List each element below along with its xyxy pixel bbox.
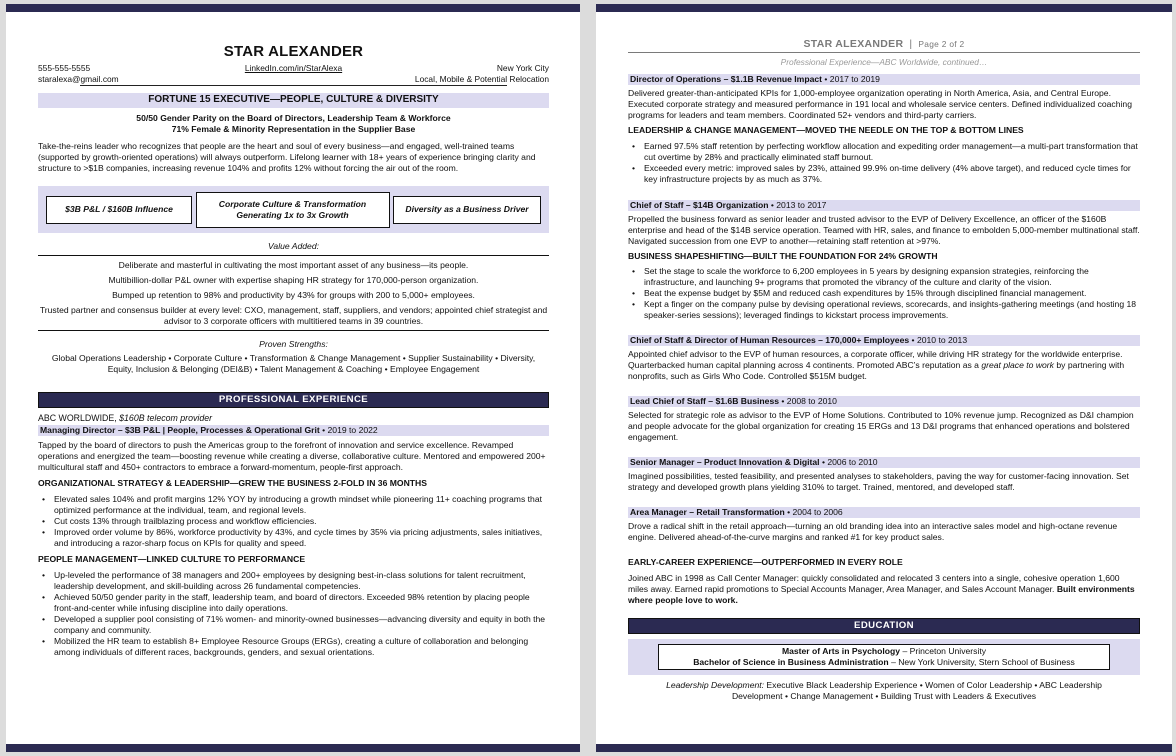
value-added-item: Deliberate and masterful in cultivating the most important asset of any business—its people. bbox=[118, 259, 469, 270]
role-years: • 2010 to 2013 bbox=[911, 335, 968, 346]
list-item: • Developed a supplier pool consisting of 71% women- and minority-owned businesses—advancing diversity and equity in both the company and community. bbox=[38, 614, 549, 636]
contact-right bbox=[415, 63, 549, 85]
role-years: • 2004 to 2006 bbox=[787, 507, 843, 518]
value-added-label: Value Added: bbox=[268, 240, 319, 251]
role-description: Propelled the business forward as senior leader and trusted advisor to the EVP of Delivery Excellence, an officer of the $160B enterprise and head of the $14B service operation. Teamed with HR, sales, and finance to embolden 5,000-member multinational staff. Navigated succession from one EVP to another—retaining staff retention at >97%. bbox=[628, 214, 1140, 247]
leadership-development-label: Leadership Development: bbox=[666, 680, 765, 691]
contact-block bbox=[38, 63, 549, 89]
list-item: • Kept a finger on the company pulse by devising operational reviews, scorecards, and insights-gathering meetings (and hosting 18 speaker-series sessions); leveraged findings to kickstart process improvements. bbox=[628, 299, 1140, 321]
divider bbox=[38, 255, 549, 256]
people-management-list bbox=[38, 570, 549, 658]
section-education: EDUCATION bbox=[628, 618, 1140, 634]
header-separator: | bbox=[909, 38, 913, 50]
role-title bbox=[38, 425, 549, 436]
tile-diversity: Diversity as a Business Driver bbox=[393, 196, 541, 224]
value-added-item: Trusted partner and consensus builder at every level: CXO, management, staff, suppliers, and vendors; appointed chief strategist and advisor to 3 corporate officers with multitiered teams in 39 countries. bbox=[39, 304, 548, 326]
list-item: • Beat the expense budget by $5M and reduced cash expenditures by 15% through disciplined financial management. bbox=[628, 288, 1140, 299]
leadership-heading: LEADERSHIP & CHANGE MANAGEMENT—MOVED THE NEEDLE ON THE TOP & BOTTOM LINES bbox=[628, 125, 1024, 136]
section-professional-experience: PROFESSIONAL EXPERIENCE bbox=[38, 392, 549, 408]
tile-culture: Corporate Culture & Transformation Generating 1x to 3x Growth bbox=[196, 192, 390, 228]
role-name: Managing Director – $3B P&L | People, Processes & Operational Grit bbox=[40, 424, 320, 435]
divider bbox=[38, 330, 549, 331]
degree-1 bbox=[659, 646, 1109, 657]
list-item: • Set the stage to scale the workforce to 6,200 employees in 5 years by designing expansion strategies, reinforcing the infrastructure, and launching 9+ programs that promoted the vibrancy of the culture and clarity of the vision. bbox=[628, 266, 1140, 288]
role-description bbox=[628, 349, 1140, 382]
company-name: ABC WORLDWIDE, bbox=[38, 413, 117, 424]
education-band bbox=[628, 639, 1140, 675]
continued-note: Professional Experience—ABC Worldwide, continued… bbox=[780, 57, 988, 68]
degree-2-school: – New York University, Stern School of Business bbox=[891, 657, 1075, 668]
role-description: Tapped by the board of directors to push the Americas group to the forefront of innovation and service excellence. Revamped operations and energized the team—boosting revenue while creating a diverse, collaborative culture. Mentored and empowered 200+ multicultural staff and 450+ contractors to embrace a forward-momentum, people-first approach. bbox=[38, 439, 546, 472]
phone: 555-555-5555 bbox=[38, 63, 91, 74]
leadership-development bbox=[628, 680, 1140, 702]
role-name: Area Manager – Retail Transformation bbox=[630, 507, 785, 518]
early-career-heading: EARLY-CAREER EXPERIENCE—OUTPERFORMED IN EVERY ROLE bbox=[628, 557, 903, 568]
email: staralexa@gmail.com bbox=[38, 73, 119, 84]
strengths-list: Global Operations Leadership • Corporate Culture • Transformation & Change Management • Supplier Sustainability • Diversity, Equity, Inclusion & Belonging (DEI&B) • Talent Management & Coaching • Employee Engagement bbox=[51, 352, 536, 374]
degree-1-name: Master of Arts in Psychology bbox=[781, 646, 901, 657]
role-title bbox=[628, 335, 1140, 346]
role-years: • 2019 to 2022 bbox=[322, 424, 378, 435]
header-name: STAR ALEXANDER bbox=[803, 38, 904, 50]
degree-2 bbox=[659, 657, 1109, 668]
resume-page-1 bbox=[6, 4, 580, 752]
hr-desc-part-2: by partnering with nonprofits, such as Girls Who Code. Controlled $515M budget. bbox=[628, 360, 1125, 382]
list-item: • Mobilized the HR team to establish 8+ Employee Resource Groups (ERGs), creating a culture of collaboration and belonging among individuals of different races, backgrounds, genders, and sexual orientations. bbox=[38, 636, 549, 658]
value-added-item: Bumped up retention to 98% and productivity by 43% for groups with 200 to 5,000+ employees. bbox=[112, 289, 475, 300]
list-item: • Achieved 50/50 gender parity in the staff, leadership team, and board of directors. Exceeded 98% retention by placing people front-and-center while infusing discipline into daily operations. bbox=[38, 592, 549, 614]
role-title bbox=[628, 200, 1140, 211]
role-name: Senior Manager – Product Innovation & Digital bbox=[630, 457, 820, 468]
role-name: Chief of Staff – $14B Organization bbox=[630, 200, 769, 211]
org-strategy-list bbox=[38, 494, 549, 549]
headline-band: FORTUNE 15 EXECUTIVE—PEOPLE, CULTURE & DIVERSITY bbox=[38, 93, 549, 108]
education-box bbox=[658, 644, 1110, 670]
role-years: • 2013 to 2017 bbox=[770, 200, 827, 211]
role-years: • 2006 to 2010 bbox=[821, 457, 878, 468]
page-header bbox=[628, 38, 1140, 51]
candidate-name: STAR ALEXANDER bbox=[223, 43, 364, 60]
role-years: • 2017 to 2019 bbox=[824, 74, 880, 85]
role-name: Director of Operations – $1.1B Revenue Impact bbox=[630, 74, 822, 85]
list-item: • Earned 97.5% staff retention by perfecting workflow allocation and expediting order management—a multi-part transformation that cut overtime by 28% and practically eliminated staff burnout. bbox=[628, 141, 1140, 163]
people-management-heading: PEOPLE MANAGEMENT—LINKED CULTURE TO PERFORMANCE bbox=[38, 553, 306, 564]
list-item: • Exceeded every metric: improved sales by 23%, attained 99.9% on-time delivery (4% above target), and reduced cycle times for key infrastructure projects by as much as 37%. bbox=[628, 163, 1140, 185]
list-item: • Up-leveled the performance of 38 managers and 200+ employees by designing best-in-class solutions for talent recruitment, leadership development, and skill-building across 26 fundamental competencies. bbox=[38, 570, 549, 592]
shapeshifting-heading: BUSINESS SHAPESHIFTING—BUILT THE FOUNDATION FOR 24% GROWTH bbox=[628, 251, 938, 262]
resume-page-2 bbox=[596, 4, 1172, 752]
linkedin-link[interactable]: LinkedIn.com/in/StarAlexa bbox=[244, 63, 343, 74]
company-description: $160B telecom provider bbox=[119, 413, 213, 424]
degree-2-name: Bachelor of Science in Business Administration bbox=[693, 657, 889, 668]
highlight-tiles bbox=[38, 186, 549, 233]
role-name: Chief of Staff & Director of Human Resources – 170,000+ Employees bbox=[630, 335, 910, 346]
hr-desc-italic: great place to work bbox=[981, 360, 1054, 371]
strengths-label: Proven Strengths: bbox=[259, 338, 328, 349]
role-name: Lead Chief of Staff – $1.6B Business bbox=[630, 396, 779, 407]
role-description: Imagined possibilities, tested feasibility, and presented analyses to stakeholders, paving the way for customer-facing innovation. Set strategy and developed growth plans yielding 310% to target. Trained, mentored, and developed staff. bbox=[628, 471, 1129, 493]
role-title bbox=[628, 74, 1140, 85]
page-number: Page 2 of 2 bbox=[918, 39, 965, 49]
role-title bbox=[628, 396, 1140, 407]
degree-1-school: – Princeton University bbox=[902, 646, 987, 657]
list-item: • Cut costs 13% through trailblazing process and workflow efficiencies. bbox=[38, 516, 549, 527]
early-career-text: Joined ABC in 1998 as Call Center Manager: quickly consolidated and relocated 3 centers into a single, cohesive operation 1,600 miles away. Earned rapid promotions to Special Accounts Manager, Area Manager, and Sales Account Manager. bbox=[628, 573, 1120, 595]
role-years: • 2008 to 2010 bbox=[781, 396, 837, 407]
org-strategy-heading: ORGANIZATIONAL STRATEGY & LEADERSHIP—GREW THE BUSINESS 2-FOLD IN 36 MONTHS bbox=[38, 477, 427, 488]
relocation: Local, Mobile & Potential Relocation bbox=[414, 73, 549, 84]
early-career-description bbox=[628, 573, 1140, 606]
list-item: • Improved order volume by 86%, workforce productivity by 43%, and cycle times by 35% via pricing adjustments, sales initiatives, and introducing a razor-sharp focus on KPIs for quality and speed. bbox=[38, 527, 549, 549]
company-line bbox=[38, 413, 549, 424]
location: New York City bbox=[496, 63, 549, 74]
subheadline-2: 71% Female & Minority Representation in the Supplier Base bbox=[171, 123, 416, 134]
tile-pnl: $3B P&L / $160B Influence bbox=[46, 196, 192, 224]
hr-desc-part-1: Appointed chief advisor to the EVP of human resources, a corporate officer, while driving HR strategy for the worldwide enterprise. Quarterbacked human capital planning across 4 continents. Promoted ABC’s reputation as a bbox=[628, 349, 1123, 371]
shapeshifting-list bbox=[628, 266, 1140, 321]
role-title bbox=[628, 507, 1140, 518]
leadership-list bbox=[628, 141, 1140, 185]
early-career-bold: Built environments where people love to work. bbox=[628, 584, 1135, 606]
header-divider bbox=[628, 52, 1140, 53]
list-item: • Elevated sales 104% and profit margins 12% YOY by introducing a growth mindset while pioneering 11+ coaching programs that optimized performance at the individual, team, and regional levels. bbox=[38, 494, 549, 516]
role-description: Drove a radical shift in the retail approach—turning an old branding idea into an interactive sales model and high-octane revenue engine. Delivered ahead-of-the-curve margins and ranked #1 for key product sales. bbox=[628, 521, 1118, 543]
value-added-item: Multibillion-dollar P&L owner with expertise shaping HR strategy for 170,000-person organization. bbox=[108, 274, 479, 285]
role-description: Selected for strategic role as advisor to the EVP of Home Solutions. Contributed to 10% revenue jump. Recognized as D&I champion and people advocate for the global organization for creating 15 ERGs and 13 D&I programs that enhanced operations and bolstered engagement. bbox=[628, 410, 1134, 443]
role-title bbox=[628, 457, 1140, 468]
leadership-development-list: Executive Black Leadership Experience • Women of Color Leadership • ABC Leadership Development • Change Management • Building Trust with Leaders & Executives bbox=[731, 680, 1102, 702]
summary-paragraph: Take-the-reins leader who recognizes that people are the heart and soul of every business—and engaged, well-trained teams (supported by growth-oriented operations) will always outperform. Lifelong learner with 18+ years of experience bringing clarity and structure to >$1B companies, increasing revenue 104% and profits 12% without forcing the air out of the room. bbox=[38, 140, 536, 173]
role-description: Delivered greater-than-anticipated KPIs for 1,000-employee organization operating in North America, Asia, and Central Europe. Executed corporate strategy and measured performance in 191 local and wholesale service centers. Defined individualized coaching programs for leaders and team members. Coordinated 52+ vendors and third-party carriers. bbox=[628, 88, 1132, 121]
subheadline-1: 50/50 Gender Parity on the Board of Directors, Leadership Team & Workforce bbox=[136, 112, 451, 123]
